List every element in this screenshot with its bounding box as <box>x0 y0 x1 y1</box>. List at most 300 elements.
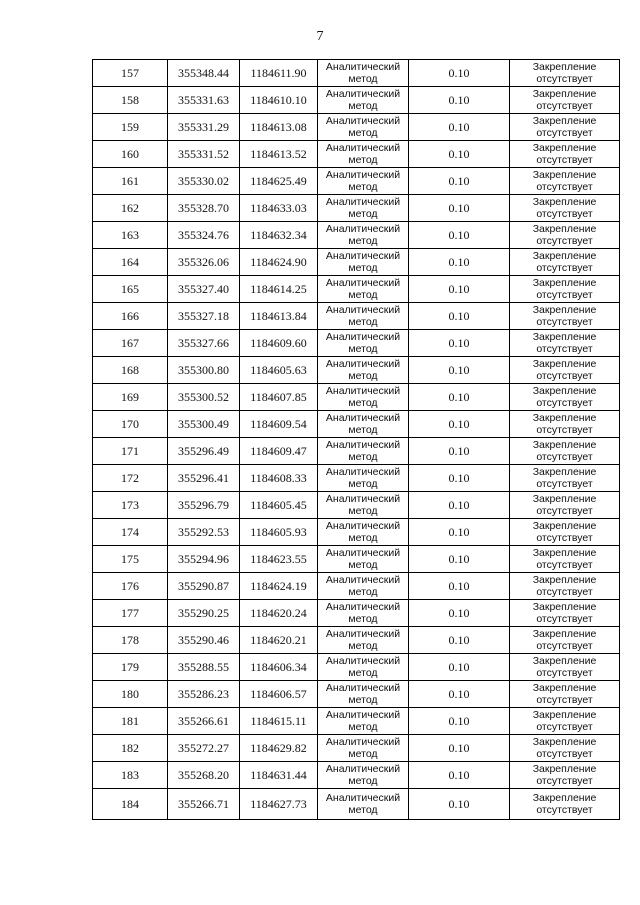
accuracy-value: 0.10 <box>409 357 510 384</box>
fixation-line-1: Закрепление <box>532 628 597 640</box>
method-cell <box>318 465 409 492</box>
coordinate-y: 1184614.25 <box>240 276 318 303</box>
accuracy-value: 0.10 <box>409 519 510 546</box>
table-row <box>93 249 620 276</box>
method-line-1: Аналитический <box>325 655 401 667</box>
fixation-line-2: отсутствует <box>536 100 593 112</box>
fixation-line-1: Закрепление <box>532 736 597 748</box>
coordinate-y: 1184613.52 <box>240 141 318 168</box>
fixation-line-1: Закрепление <box>532 250 597 262</box>
fixation-line-1: Закрепление <box>532 520 597 532</box>
fixation-cell <box>510 627 620 654</box>
fixation-line-1: Закрепление <box>532 196 597 208</box>
point-number: 178 <box>93 627 168 654</box>
accuracy-value: 0.10 <box>409 789 510 820</box>
fixation-cell <box>510 465 620 492</box>
fixation-cell <box>510 168 620 195</box>
accuracy-value: 0.10 <box>409 654 510 681</box>
point-number: 173 <box>93 492 168 519</box>
fixation-cell <box>510 600 620 627</box>
point-number: 170 <box>93 411 168 438</box>
accuracy-value: 0.10 <box>409 681 510 708</box>
fixation-cell <box>510 573 620 600</box>
accuracy-value: 0.10 <box>409 762 510 789</box>
method-line-1: Аналитический <box>325 547 401 559</box>
method-cell <box>318 168 409 195</box>
fixation-line-2: отсутствует <box>536 775 593 787</box>
fixation-line-1: Закрепление <box>532 142 597 154</box>
accuracy-value: 0.10 <box>409 249 510 276</box>
method-cell <box>318 384 409 411</box>
fixation-cell <box>510 654 620 681</box>
coordinate-x: 355300.52 <box>168 384 240 411</box>
method-cell <box>318 573 409 600</box>
coordinate-x: 355290.25 <box>168 600 240 627</box>
coordinate-y: 1184632.34 <box>240 222 318 249</box>
fixation-line-1: Закрепление <box>532 223 597 235</box>
method-line-1: Аналитический <box>325 792 401 804</box>
point-number: 164 <box>93 249 168 276</box>
fixation-cell <box>510 60 620 87</box>
method-line-1: Аналитический <box>325 358 401 370</box>
point-number: 163 <box>93 222 168 249</box>
fixation-line-1: Закрепление <box>532 763 597 775</box>
method-cell <box>318 87 409 114</box>
table-row <box>93 519 620 546</box>
method-line-2: метод <box>348 640 378 652</box>
coordinate-x: 355300.80 <box>168 357 240 384</box>
fixation-line-2: отсутствует <box>536 451 593 463</box>
method-line-1: Аналитический <box>325 142 401 154</box>
accuracy-value: 0.10 <box>409 222 510 249</box>
fixation-line-1: Закрепление <box>532 547 597 559</box>
accuracy-value: 0.10 <box>409 627 510 654</box>
method-cell <box>318 600 409 627</box>
method-line-2: метод <box>348 370 378 382</box>
method-line-1: Аналитический <box>325 61 401 73</box>
fixation-line-1: Закрепление <box>532 792 597 804</box>
method-line-1: Аналитический <box>325 331 401 343</box>
point-number: 176 <box>93 573 168 600</box>
coordinate-x: 355327.18 <box>168 303 240 330</box>
table-row <box>93 384 620 411</box>
method-cell <box>318 627 409 654</box>
fixation-line-2: отсутствует <box>536 289 593 301</box>
method-line-1: Аналитический <box>325 196 401 208</box>
method-line-1: Аналитический <box>325 682 401 694</box>
method-line-2: метод <box>348 208 378 220</box>
fixation-line-2: отсутствует <box>536 748 593 760</box>
coordinate-y: 1184624.90 <box>240 249 318 276</box>
method-cell <box>318 735 409 762</box>
table-row <box>93 681 620 708</box>
method-cell <box>318 357 409 384</box>
table-row <box>93 141 620 168</box>
accuracy-value: 0.10 <box>409 141 510 168</box>
coordinate-y: 1184609.54 <box>240 411 318 438</box>
point-number: 166 <box>93 303 168 330</box>
method-line-1: Аналитический <box>325 304 401 316</box>
fixation-line-1: Закрепление <box>532 574 597 586</box>
method-line-1: Аналитический <box>325 250 401 262</box>
table-row <box>93 87 620 114</box>
table-row <box>93 222 620 249</box>
method-cell <box>318 276 409 303</box>
method-cell <box>318 789 409 820</box>
method-line-2: метод <box>348 100 378 112</box>
coordinate-x: 355266.71 <box>168 789 240 820</box>
table-body <box>93 60 620 820</box>
method-line-1: Аналитический <box>325 88 401 100</box>
coordinate-y: 1184606.34 <box>240 654 318 681</box>
fixation-cell <box>510 438 620 465</box>
coordinate-x: 355294.96 <box>168 546 240 573</box>
fixation-line-1: Закрепление <box>532 304 597 316</box>
point-number: 162 <box>93 195 168 222</box>
method-line-2: метод <box>348 289 378 301</box>
coordinate-x: 355272.27 <box>168 735 240 762</box>
fixation-line-2: отсутствует <box>536 532 593 544</box>
coordinate-x: 355331.63 <box>168 87 240 114</box>
coordinate-x: 355268.20 <box>168 762 240 789</box>
accuracy-value: 0.10 <box>409 195 510 222</box>
point-number: 167 <box>93 330 168 357</box>
point-number: 181 <box>93 708 168 735</box>
coordinate-y: 1184607.85 <box>240 384 318 411</box>
table-row <box>93 168 620 195</box>
fixation-cell <box>510 492 620 519</box>
coordinate-y: 1184624.19 <box>240 573 318 600</box>
coordinate-x: 355326.06 <box>168 249 240 276</box>
fixation-cell <box>510 708 620 735</box>
coordinate-x: 355327.66 <box>168 330 240 357</box>
method-line-1: Аналитический <box>325 574 401 586</box>
fixation-cell <box>510 195 620 222</box>
coordinate-y: 1184610.10 <box>240 87 318 114</box>
point-number: 180 <box>93 681 168 708</box>
fixation-line-2: отсутствует <box>536 370 593 382</box>
coordinate-x: 355331.29 <box>168 114 240 141</box>
method-line-1: Аналитический <box>325 115 401 127</box>
fixation-line-2: отсутствует <box>536 804 593 816</box>
fixation-line-1: Закрепление <box>532 412 597 424</box>
point-number: 177 <box>93 600 168 627</box>
fixation-line-2: отсутствует <box>536 262 593 274</box>
fixation-cell <box>510 303 620 330</box>
method-line-2: метод <box>348 235 378 247</box>
accuracy-value: 0.10 <box>409 546 510 573</box>
fixation-line-2: отсутствует <box>536 397 593 409</box>
method-cell <box>318 249 409 276</box>
fixation-line-2: отсутствует <box>536 613 593 625</box>
method-line-1: Аналитический <box>325 439 401 451</box>
coordinate-y: 1184627.73 <box>240 789 318 820</box>
coordinate-y: 1184611.90 <box>240 60 318 87</box>
coordinate-y: 1184608.33 <box>240 465 318 492</box>
accuracy-value: 0.10 <box>409 384 510 411</box>
fixation-cell <box>510 546 620 573</box>
coordinate-y: 1184629.82 <box>240 735 318 762</box>
method-cell <box>318 411 409 438</box>
point-number: 168 <box>93 357 168 384</box>
fixation-line-2: отсутствует <box>536 667 593 679</box>
coordinate-y: 1184605.93 <box>240 519 318 546</box>
method-line-1: Аналитический <box>325 412 401 424</box>
fixation-line-1: Закрепление <box>532 358 597 370</box>
fixation-line-1: Закрепление <box>532 655 597 667</box>
fixation-line-2: отсутствует <box>536 73 593 85</box>
fixation-cell <box>510 249 620 276</box>
table-row <box>93 465 620 492</box>
method-line-2: метод <box>348 262 378 274</box>
accuracy-value: 0.10 <box>409 465 510 492</box>
table-row <box>93 195 620 222</box>
point-number: 183 <box>93 762 168 789</box>
point-number: 159 <box>93 114 168 141</box>
accuracy-value: 0.10 <box>409 276 510 303</box>
table-row <box>93 708 620 735</box>
point-number: 175 <box>93 546 168 573</box>
method-line-1: Аналитический <box>325 169 401 181</box>
table-row <box>93 411 620 438</box>
fixation-cell <box>510 384 620 411</box>
method-line-2: метод <box>348 127 378 139</box>
fixation-line-1: Закрепление <box>532 439 597 451</box>
method-line-2: метод <box>348 804 378 816</box>
point-number: 172 <box>93 465 168 492</box>
method-line-2: метод <box>348 397 378 409</box>
fixation-line-2: отсутствует <box>536 586 593 598</box>
fixation-line-1: Закрепление <box>532 493 597 505</box>
table-row <box>93 546 620 573</box>
fixation-line-1: Закрепление <box>532 682 597 694</box>
coordinate-y: 1184620.21 <box>240 627 318 654</box>
method-line-1: Аналитический <box>325 493 401 505</box>
accuracy-value: 0.10 <box>409 708 510 735</box>
method-line-1: Аналитический <box>325 277 401 289</box>
point-number: 179 <box>93 654 168 681</box>
fixation-cell <box>510 762 620 789</box>
coordinate-y: 1184631.44 <box>240 762 318 789</box>
fixation-cell <box>510 141 620 168</box>
accuracy-value: 0.10 <box>409 60 510 87</box>
coordinate-y: 1184609.60 <box>240 330 318 357</box>
coordinate-x: 355328.70 <box>168 195 240 222</box>
coordinate-y: 1184623.55 <box>240 546 318 573</box>
method-cell <box>318 114 409 141</box>
method-line-2: метод <box>348 559 378 571</box>
method-cell <box>318 195 409 222</box>
table-row <box>93 627 620 654</box>
method-line-2: метод <box>348 316 378 328</box>
method-line-1: Аналитический <box>325 763 401 775</box>
coordinate-y: 1184606.57 <box>240 681 318 708</box>
coordinate-y: 1184605.45 <box>240 492 318 519</box>
method-line-2: метод <box>348 748 378 760</box>
accuracy-value: 0.10 <box>409 330 510 357</box>
method-line-2: метод <box>348 586 378 598</box>
fixation-line-1: Закрепление <box>532 466 597 478</box>
fixation-cell <box>510 114 620 141</box>
fixation-line-2: отсутствует <box>536 424 593 436</box>
method-cell <box>318 222 409 249</box>
coordinate-y: 1184609.47 <box>240 438 318 465</box>
point-number: 161 <box>93 168 168 195</box>
method-line-2: метод <box>348 424 378 436</box>
table-row <box>93 330 620 357</box>
coordinate-x: 355300.49 <box>168 411 240 438</box>
fixation-line-2: отсутствует <box>536 694 593 706</box>
method-line-1: Аналитический <box>325 466 401 478</box>
accuracy-value: 0.10 <box>409 168 510 195</box>
coordinate-y: 1184620.24 <box>240 600 318 627</box>
fixation-line-2: отсутствует <box>536 154 593 166</box>
fixation-cell <box>510 222 620 249</box>
method-line-2: метод <box>348 181 378 193</box>
point-number: 174 <box>93 519 168 546</box>
fixation-line-1: Закрепление <box>532 331 597 343</box>
coordinate-x: 355296.49 <box>168 438 240 465</box>
method-line-2: метод <box>348 343 378 355</box>
accuracy-value: 0.10 <box>409 735 510 762</box>
fixation-line-1: Закрепление <box>532 61 597 73</box>
point-number: 158 <box>93 87 168 114</box>
coordinate-x: 355286.23 <box>168 681 240 708</box>
accuracy-value: 0.10 <box>409 438 510 465</box>
table-row <box>93 573 620 600</box>
fixation-line-1: Закрепление <box>532 169 597 181</box>
coordinate-y: 1184613.84 <box>240 303 318 330</box>
coordinate-y: 1184625.49 <box>240 168 318 195</box>
fixation-cell <box>510 411 620 438</box>
method-line-2: метод <box>348 613 378 625</box>
coordinate-x: 355324.76 <box>168 222 240 249</box>
fixation-line-2: отсутствует <box>536 721 593 733</box>
method-cell <box>318 762 409 789</box>
method-line-1: Аналитический <box>325 628 401 640</box>
table-row <box>93 789 620 820</box>
point-number: 160 <box>93 141 168 168</box>
fixation-line-2: отсутствует <box>536 505 593 517</box>
method-line-2: метод <box>348 505 378 517</box>
method-line-1: Аналитический <box>325 223 401 235</box>
accuracy-value: 0.10 <box>409 492 510 519</box>
point-number: 171 <box>93 438 168 465</box>
method-line-2: метод <box>348 694 378 706</box>
point-number: 165 <box>93 276 168 303</box>
coordinate-y: 1184613.08 <box>240 114 318 141</box>
fixation-line-2: отсутствует <box>536 181 593 193</box>
method-cell <box>318 492 409 519</box>
coordinate-x: 355327.40 <box>168 276 240 303</box>
method-cell <box>318 141 409 168</box>
coordinate-x: 355290.46 <box>168 627 240 654</box>
method-line-2: метод <box>348 73 378 85</box>
fixation-line-2: отсутствует <box>536 208 593 220</box>
method-line-2: метод <box>348 532 378 544</box>
point-number: 169 <box>93 384 168 411</box>
method-cell <box>318 60 409 87</box>
point-number: 184 <box>93 789 168 820</box>
method-line-1: Аналитический <box>325 385 401 397</box>
fixation-cell <box>510 519 620 546</box>
table-row <box>93 492 620 519</box>
table-row <box>93 114 620 141</box>
table-row <box>93 735 620 762</box>
fixation-line-2: отсутствует <box>536 640 593 652</box>
method-line-1: Аналитический <box>325 601 401 613</box>
fixation-line-2: отсутствует <box>536 127 593 139</box>
fixation-line-2: отсутствует <box>536 235 593 247</box>
method-cell <box>318 330 409 357</box>
method-line-2: метод <box>348 154 378 166</box>
point-number: 157 <box>93 60 168 87</box>
fixation-cell <box>510 276 620 303</box>
method-cell <box>318 708 409 735</box>
method-cell <box>318 303 409 330</box>
coordinate-x: 355292.53 <box>168 519 240 546</box>
accuracy-value: 0.10 <box>409 411 510 438</box>
page-number: 7 <box>316 29 324 44</box>
coordinate-y: 1184615.11 <box>240 708 318 735</box>
method-cell <box>318 546 409 573</box>
table-row <box>93 357 620 384</box>
fixation-line-2: отсутствует <box>536 316 593 328</box>
table-row <box>93 276 620 303</box>
fixation-cell <box>510 789 620 820</box>
table-row <box>93 60 620 87</box>
method-cell <box>318 519 409 546</box>
method-line-1: Аналитический <box>325 520 401 532</box>
fixation-cell <box>510 681 620 708</box>
coordinate-x: 355266.61 <box>168 708 240 735</box>
fixation-cell <box>510 87 620 114</box>
coordinate-x: 355288.55 <box>168 654 240 681</box>
coordinate-x: 355330.02 <box>168 168 240 195</box>
fixation-line-1: Закрепление <box>532 601 597 613</box>
fixation-line-1: Закрепление <box>532 115 597 127</box>
method-line-2: метод <box>348 775 378 787</box>
coordinate-x: 355296.41 <box>168 465 240 492</box>
table-row <box>93 303 620 330</box>
coordinate-y: 1184633.03 <box>240 195 318 222</box>
method-line-1: Аналитический <box>325 709 401 721</box>
table-row <box>93 600 620 627</box>
accuracy-value: 0.10 <box>409 600 510 627</box>
fixation-line-1: Закрепление <box>532 88 597 100</box>
method-line-2: метод <box>348 478 378 490</box>
method-line-2: метод <box>348 451 378 463</box>
fixation-cell <box>510 735 620 762</box>
fixation-line-1: Закрепление <box>532 709 597 721</box>
point-number: 182 <box>93 735 168 762</box>
fixation-line-1: Закрепление <box>532 277 597 289</box>
accuracy-value: 0.10 <box>409 114 510 141</box>
coordinate-x: 355290.87 <box>168 573 240 600</box>
fixation-cell <box>510 357 620 384</box>
method-line-2: метод <box>348 667 378 679</box>
fixation-line-2: отсутствует <box>536 559 593 571</box>
accuracy-value: 0.10 <box>409 303 510 330</box>
coordinate-y: 1184605.63 <box>240 357 318 384</box>
table-row <box>93 762 620 789</box>
fixation-line-2: отсутствует <box>536 478 593 490</box>
accuracy-value: 0.10 <box>409 573 510 600</box>
coordinate-x: 355348.44 <box>168 60 240 87</box>
accuracy-value: 0.10 <box>409 87 510 114</box>
coordinate-x: 355296.79 <box>168 492 240 519</box>
method-cell <box>318 654 409 681</box>
